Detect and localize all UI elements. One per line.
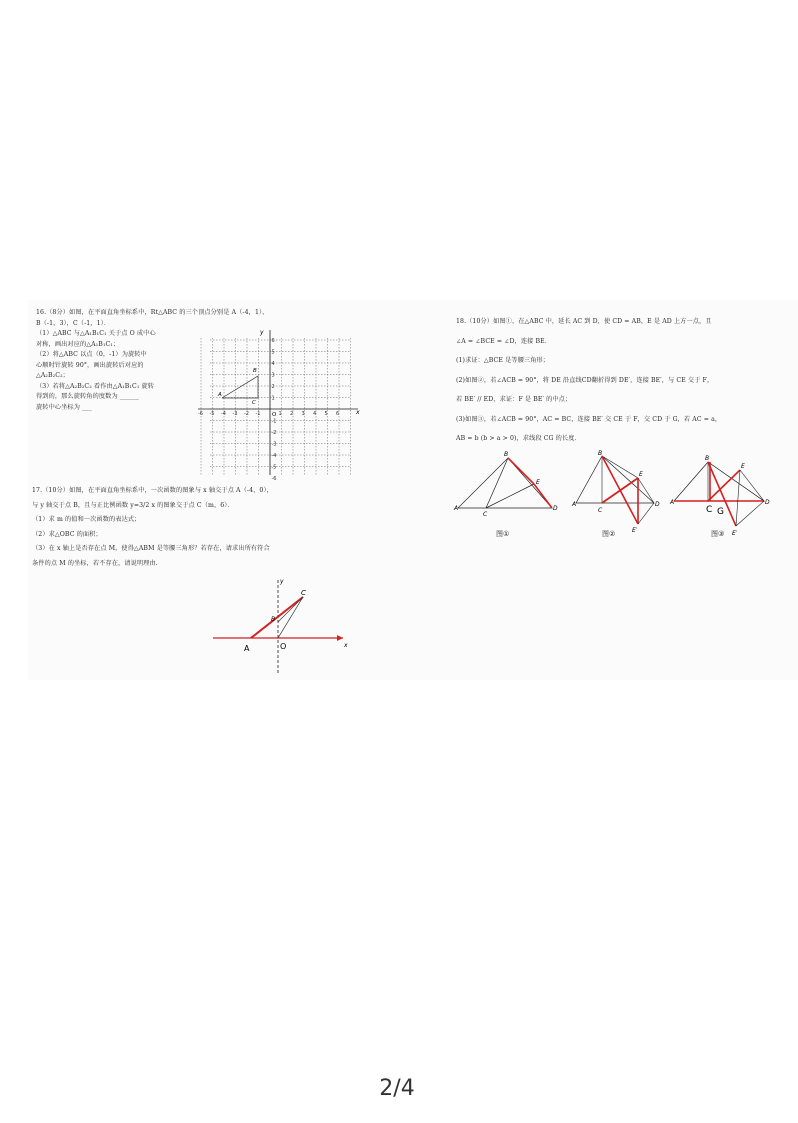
q18-figure-3-caption: 图③ (711, 530, 725, 538)
q16-x-tick-label: 3 (301, 411, 305, 417)
q16-y-tick-label: -4 (271, 453, 277, 459)
q18-f2-label-d: D (655, 501, 660, 508)
q16-line: 得到的，那么旋转角的度数为 ______ (36, 393, 139, 400)
q16-coordinate-grid (198, 329, 363, 482)
q18-line: 18.（10分）如图①，在△ABC 中，延长 AC 到 D，使 CD = AB，E 是 AD 上方一点，且 (456, 318, 712, 325)
q18-f1-label-e: E (536, 479, 540, 486)
q16-x-tick-label: -2 (244, 411, 249, 417)
q17-line: 条件的点 M 的坐标，若不存在，请说明理由. (32, 559, 158, 567)
q17-line-oc (278, 597, 303, 638)
q17-line: 17.（10分）如图，在平面直角坐标系中，一次函数的图象与 x 轴交于点 A（-4，0）， (32, 487, 273, 494)
question-17 (32, 486, 362, 569)
q18-f2-label-e: E (639, 471, 643, 478)
q16-line: B（-1，3），C（-1，1）． (36, 319, 111, 327)
question-18 (456, 312, 796, 449)
q18-line: 若 BE′ // ED，求证：F 是 BE′ 的中点； (456, 396, 572, 403)
q17-point-a: A (244, 644, 250, 653)
q16-y-tick-label: 4 (271, 361, 275, 367)
q16-line: （3）若将△A₂B₂C₂ 看作由△A₁B₁C₁ 旋转 (36, 382, 155, 390)
q16-point-c: C (252, 400, 256, 406)
q18-f1-label-d: D (553, 505, 558, 512)
q16-line: 对称，画出对应的△A₁B₁C₁； (36, 340, 120, 348)
q16-origin: O (272, 412, 277, 418)
q16-y-tick-label: -1 (271, 418, 277, 425)
q18-line: (2)如图②，若∠ACB = 90°，将 DE 沿直线CD翻折得到 DE′，连接 BE′，与 CE 交于 F， (456, 376, 714, 384)
q16-y-tick-label: 6 (271, 338, 275, 344)
q18-f3-label-e: E (741, 463, 745, 470)
scanned-exam-page (28, 300, 798, 680)
q18-f1-label-c: C (483, 511, 488, 518)
q16-x-tick-label: -4 (221, 411, 226, 417)
q16-line: 旋转中心坐标为 ___ (36, 403, 92, 411)
q18-figure-3 (670, 448, 775, 538)
q17-line: （3）在 x 轴上是否存在点 M，使得△ABM 是等腰三角形？若存在，请求出所有符合 (32, 545, 270, 552)
q16-x-label: x (356, 409, 360, 416)
q16-triangle-abc (222, 376, 258, 398)
q16-x-tick-label: -3 (232, 411, 238, 417)
q16-y-tick-label: 5 (271, 349, 275, 356)
q17-line: （2）求△OBC 的面积； (32, 530, 102, 538)
q18-f1-red-ed (534, 484, 552, 508)
q16-x-tick-label: 4 (313, 411, 317, 417)
q16-y-tick-label: -5 (271, 464, 277, 471)
q16-x-tick-label: -5 (209, 411, 215, 417)
q16-line: △A₂B₂C₂； (36, 372, 69, 379)
q18-f3-label-e-prime: E′ (732, 530, 738, 537)
q18-f2-label-e-prime: E′ (632, 527, 638, 534)
q18-f3-label-c: C (706, 505, 713, 515)
q16-x-tick-label: -6 (198, 411, 203, 417)
q17-figure (208, 575, 358, 675)
q16-point-a: A (218, 392, 222, 398)
q16-line: 心顺时针旋转 90°，画出旋转后对应的 (36, 361, 144, 369)
q18-f3-label-g: G (717, 507, 724, 517)
q18-line: AB = b (b > a > 0)，求线段 CG 的长度． (456, 435, 581, 442)
q17-point-b: B (271, 616, 276, 623)
q17-line: （1）求 m 的值和一次函数的表达式； (32, 516, 141, 523)
q18-f2-red-be (602, 456, 638, 524)
q16-x-tick-label: 5 (324, 411, 328, 417)
q17-x-label: x (344, 642, 348, 649)
q16-y-tick-label: -6 (271, 476, 277, 482)
q18-line: (3)如图③，若∠ACB = 90°，AC = BC，连接 BE′ 交 CE 于 F，交 CD 于 G，若 AC = a， (456, 415, 722, 423)
q18-f3-label-b: B (705, 455, 710, 462)
q18-f2-label-b: B (598, 450, 603, 457)
q17-line: 与 y 轴交于点 B，且与正比例函数 y=3/2 x 的图象交于点 C（m，6）． (32, 501, 234, 509)
q16-y-tick-label: 3 (271, 372, 275, 379)
q16-line: 16.（8分）如图，在平面直角坐标系中，Rt△ABC 的三个顶点分别是 A（-4，1）， (36, 309, 269, 316)
q16-line: （2）将△ABC 以点（0，-1）为旋转中 (36, 351, 147, 358)
q17-y-label: y (280, 578, 284, 585)
q17-red-segment (251, 597, 303, 638)
q18-f2-label-a: A (572, 501, 577, 508)
q18-f1-label-b: B (504, 451, 509, 458)
q16-y-tick-label: -2 (271, 430, 277, 436)
q18-f1-red-be (508, 458, 534, 484)
page-number: 2/4 (379, 1076, 415, 1101)
q18-f3-label-a: A (670, 499, 675, 506)
q16-y-tick-label: -3 (271, 441, 277, 448)
q18-figure-2 (572, 448, 667, 533)
q16-x-tick-label: 1 (278, 411, 282, 417)
q18-f3-label-d: D (765, 499, 770, 506)
q18-figure-1 (454, 448, 559, 518)
q18-figure-2-caption: 图② (602, 530, 616, 538)
q18-line: ∠A = ∠BCE = ∠D，连接 BE． (456, 337, 552, 345)
q16-x-tick-label: 2 (290, 411, 294, 417)
q16-y-tick-label: 2 (271, 384, 275, 390)
q17-point-o: O (280, 642, 287, 651)
q18-figure-1-caption: 图① (496, 530, 510, 538)
q16-point-b: B (253, 368, 257, 374)
q18-f2-label-c: C (598, 507, 603, 514)
q17-line-bc (278, 597, 303, 622)
q16-y-label: y (260, 329, 264, 336)
q18-f1-label-a: A (454, 505, 459, 512)
q16-line: （1）△ABC 与△A₁B₁C₁ 关于点 O 成中心 (36, 330, 156, 337)
q18-line: (1)求证：△BCE 是等腰三角形； (456, 357, 550, 364)
q16-x-tick-label: -1 (255, 411, 261, 417)
q16-y-tick-label: 1 (271, 395, 275, 402)
q17-point-c: C (301, 589, 306, 597)
q16-x-tick-label: 6 (336, 411, 340, 417)
